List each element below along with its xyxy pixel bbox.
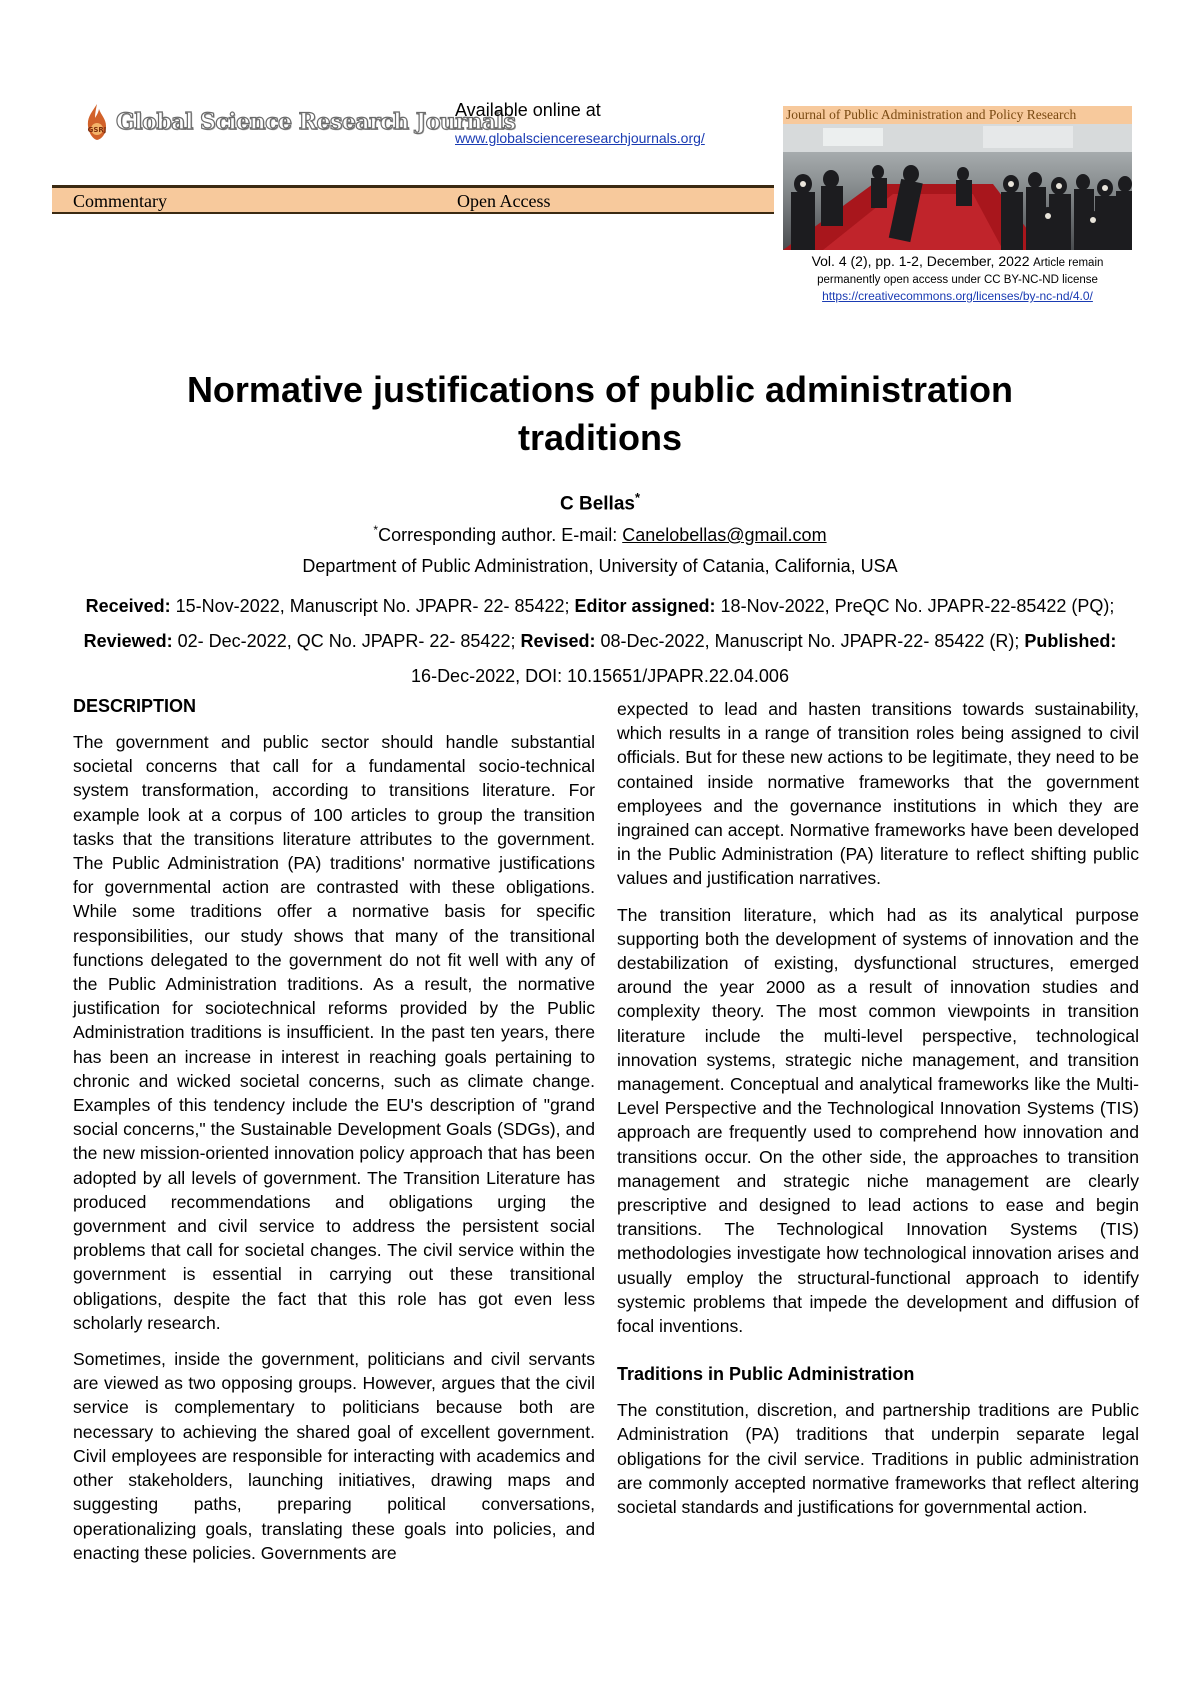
received-text: 15-Nov-2022, Manuscript No. JPAPR- 22- 85422;	[170, 596, 575, 616]
paragraph-1: The government and public sector should handle substantial societal concerns that call for a fundamental socio-technical system transformation, according to transitions literature. For example look at a corpus of 100 articles to group the transition tasks that the transitions literature attributes to the government. The Public Administration (PA) traditions' normative justifications for governmental action are contrasted with these obligations. While some traditions offer a normative basis for specific responsibilities, our study shows that many of the transitional functions delegated to the government do not fit well with any of the Public Administration traditions. As a result, the normative justification for sociotechnical reforms provided by the Public Administration traditions is insufficient. In the past ten years, there has been an increase in interest in reaching goals pertaining to chronic and wicked societal concerns, such as climate change. Examples of this tendency include the EU's description of "grand social concerns," the Sustainable Development Goals (SDGs), and the new mission-oriented innovation policy approach that has been adopted by all levels of government. The Transition Literature has produced recommendations and obligations urging the government and civil service to address the persistent social problems that call for societal changes. The civil service within the government is essential in carrying out these transitional obligations, despite the fact that this role has got even less scholarly research.	[73, 732, 595, 1333]
publication-info	[783, 253, 1132, 304]
corresponding-author	[0, 523, 1200, 546]
corresponding-mark: *	[373, 523, 379, 537]
received-label: Received:	[85, 596, 171, 616]
article-history	[80, 589, 1120, 694]
journal-name: Journal of Public Administration and Policy Research	[783, 106, 1132, 124]
license-link[interactable]: https://creativecommons.org/licenses/by-nc-nd/4.0/	[822, 289, 1093, 303]
flame-logo-icon	[84, 103, 110, 141]
reviewed-label: Reviewed:	[83, 631, 173, 651]
description-heading: DESCRIPTION	[73, 696, 197, 716]
available-online-label: Available online at	[455, 100, 601, 120]
publisher-url-link[interactable]: www.globalscienceresearchjournals.org/	[455, 130, 705, 146]
publisher-name: Global Science Research Journals	[116, 109, 516, 135]
paragraph-5: The constitution, discretion, and partnership traditions are Public Administration (PA) traditions that underpin separate legal obligations for the civil service. Traditions in public administration are commonly accepted normative frameworks that reflect altering societal standards and justifications for governmental action.	[617, 1400, 1139, 1518]
affiliation: Department of Public Administration, University of Catania, California, USA	[302, 556, 898, 576]
svg-text:GSRJ: GSRJ	[87, 126, 107, 134]
author-name: C Bellas	[559, 493, 635, 515]
article-type: Commentary	[73, 191, 167, 211]
article-type-bar	[52, 188, 774, 214]
author-mark: *	[634, 490, 641, 505]
publisher-logo	[84, 103, 515, 141]
author-line	[0, 490, 1200, 515]
left-column	[73, 694, 595, 1577]
paragraph-2: Sometimes, inside the government, politicians and civil servants are viewed as two opposing groups. However, argues that the civil service is complementary to politicians because both are necessary to achieving the shared goal of excellent government. Civil employees are responsible for interacting with academics and other stakeholders, launching initiatives, drawing maps and suggesting paths, preparing political conversations, operationalizing goals, translating these goals into policies, and enacting these policies. Governments are	[73, 1349, 595, 1563]
reviewed-text: 02- Dec-2022, QC No. JPAPR- 22- 85422;	[172, 631, 521, 651]
journal-cover-photo	[783, 124, 1132, 250]
journal-cover	[783, 106, 1132, 250]
editor-label: Editor assigned:	[574, 596, 716, 616]
published-text: 16-Dec-2022, DOI: 10.15651/JPAPR.22.04.006	[411, 666, 789, 686]
traditions-heading: Traditions in Public Administration	[617, 1364, 915, 1385]
editor-text: 18-Nov-2022, PreQC No. JPAPR-22-85422 (PQ);	[715, 596, 1115, 616]
volume-line: Vol. 4 (2), pp. 1-2, December, 2022	[811, 253, 1030, 269]
revised-label: Revised:	[520, 631, 596, 651]
published-label: Published:	[1024, 631, 1117, 651]
paragraph-4: The transition literature, which had as its analytical purpose supporting both the development of systems of innovation and the destabilization of existing, dysfunctional structures, emerged around the year 2000 as a result of innovation studies and complexity theory. The most common viewpoints in transition literature include the multi-level perspective, technological innovation systems, strategic niche management, and transition management. Conceptual and analytical frameworks like the Multi-Level Perspective and the Technological Innovation Systems (TIS) approach are frequently used to comprehend how innovation and transitions occur. On the other side, the approaches to transition management and strategic niche management are clearly prescriptive and designed to lead actions to ease and begin transitions. The Technological Innovation Systems (TIS) methodologies investigate how technological innovation arises and usually employ the structural-functional approach to identify systemic problems that impede the development and diffusion of focal inventions.	[617, 904, 1139, 1337]
access-type: Open Access	[457, 191, 551, 211]
author-email-link[interactable]: Canelobellas@gmail.com	[622, 525, 827, 545]
corresponding-label: Corresponding author. E-mail:	[378, 525, 623, 545]
right-column	[617, 697, 1139, 1531]
article-title: Normative justifications of public administration traditions	[186, 369, 1014, 458]
license-text: Article remain permanently open access under CC BY-NC-ND license	[817, 257, 1104, 286]
paragraph-3: expected to lead and hasten transitions towards sustainability, which results in a range of transition roles being assigned to civil officials. But for these new actions to be legitimate, they need to be contained inside normative frameworks that the government employees and the governance institutions in which they are ingrained can accept. Normative frameworks have been developed in the Public Administration (PA) literature to reflect shifting public values and justification narratives.	[617, 699, 1139, 889]
revised-text: 08-Dec-2022, Manuscript No. JPAPR-22- 85422 (R);	[595, 631, 1025, 651]
